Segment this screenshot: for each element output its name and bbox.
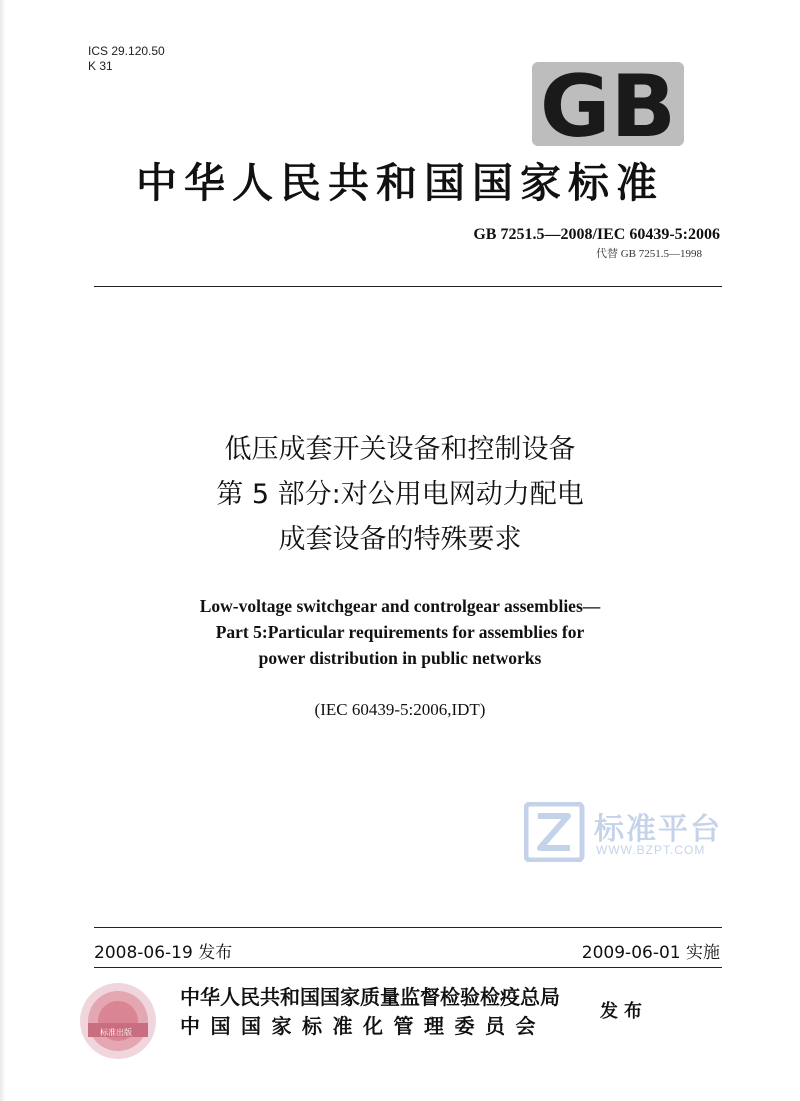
gb-logo-icon [528,54,688,150]
chinese-title-line-3: 成套设备的特殊要求 [278,524,522,555]
english-title-line-2: Part 5:Particular requirements for assemblies for [215,622,585,642]
issuer-aqsiq: 中华人民共和国国家质量监督检验检疫总局 [180,985,560,1009]
header-divider [94,286,722,287]
chinese-title [80,427,720,562]
seal-text: 标准出版 [100,1028,132,1037]
watermark-name: 标准平台 [594,812,722,847]
classification-block [88,44,165,74]
chinese-title-line-1: 低压成套开关设备和控制设备 [224,434,576,465]
iec-equivalence: (IEC 60439-5:2006,IDT) [314,700,486,719]
issuing-authorities [180,983,560,1041]
gb-logo-text: GB [539,57,677,150]
date-divider [94,967,722,968]
english-title-line-1: Low-voltage switchgear and controlgear assemblies— [199,596,601,616]
chinese-title-line-2: 第 5 部分:对公用电网动力配电 [216,479,584,510]
watermark-url: WWW.BZPT.COM [596,843,706,857]
standard-number: GB 7251.5—2008/IEC 60439-5:2006 [473,226,720,243]
publish-label: 发布 [600,1001,648,1022]
national-standard-title: 中华人民共和国国家标准 [136,159,664,207]
issue-date: 2008-06-19 发布 [94,943,233,963]
official-seal-icon [68,975,164,1065]
issuer-sac: 中国国家标准化管理委员会 [180,1014,546,1038]
ccs-code: K 31 [88,59,113,73]
effective-date: 2009-06-01 实施 [581,943,720,963]
footer-divider [94,927,722,928]
scan-edge-shadow [0,0,6,1101]
english-title-line-3: power distribution in public networks [258,648,542,668]
english-title [80,593,720,671]
replaces-standard: 代替 GB 7251.5—1998 [595,248,702,260]
ics-code: ICS 29.120.50 [88,44,165,58]
